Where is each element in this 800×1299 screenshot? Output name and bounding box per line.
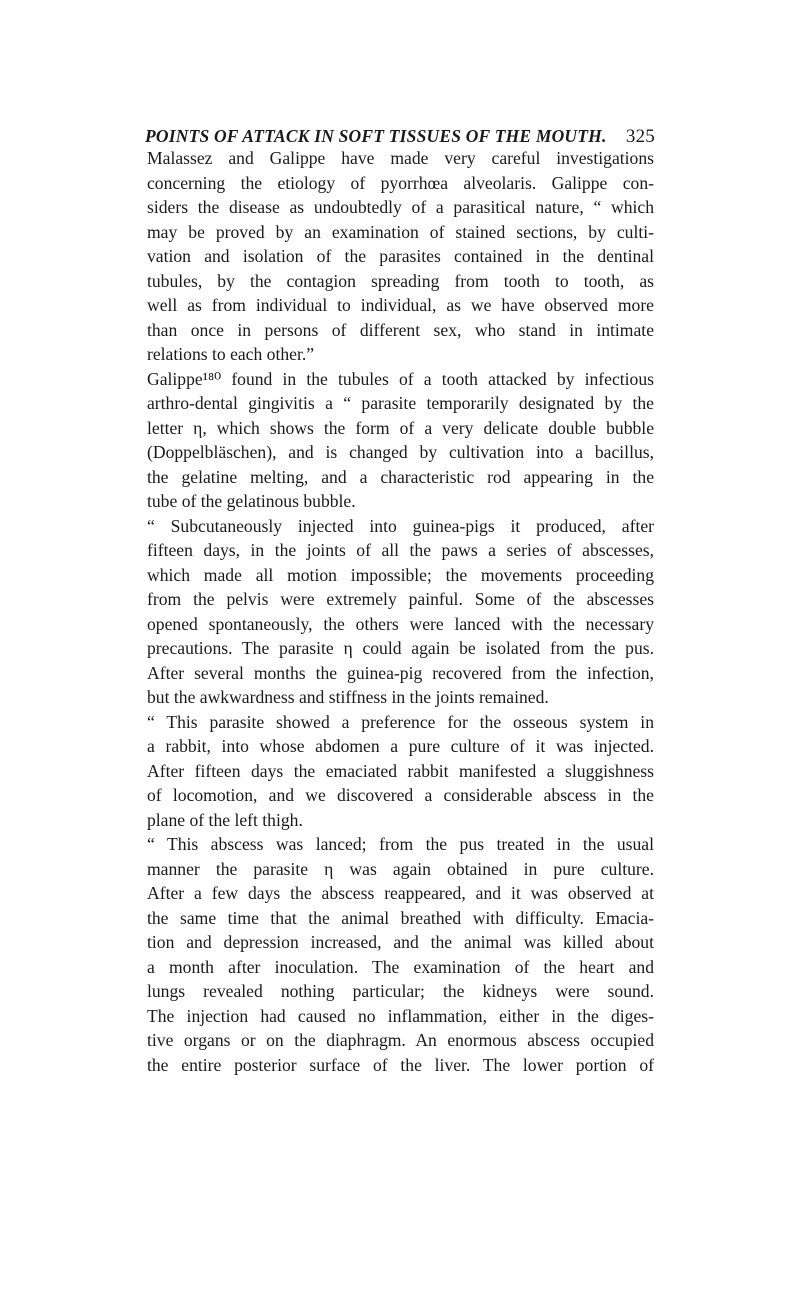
text-line: tive organs or on the diaphragm. An enormous abscess occupied (147, 1030, 654, 1050)
text-line: (Doppelbläschen), and is changed by cultivation into a bacillus, (147, 442, 654, 462)
text-line: a rabbit, into whose abdomen a pure culture of it was injected. (147, 736, 654, 756)
text-line: “ This parasite showed a preference for the osseous system in (147, 711, 654, 732)
text-line: plane of the left thigh. (147, 809, 303, 830)
text-line: The injection had caused no inflammation, either in the diges- (147, 1005, 654, 1026)
text-line: precautions. The parasite η could again be isolated from the pus. (147, 638, 654, 658)
text-line: Galippe¹⁸⁰ found in the tubules of a tooth attacked by infectious (147, 368, 654, 389)
text-line: the gelatine melting, and a characteristic rod appearing in the (147, 466, 654, 487)
text-line: Malassez and Galippe have made very careful investigations (147, 148, 654, 168)
text-line: siders the disease as undoubtedly of a parasitical nature, “ which (147, 197, 654, 217)
text-line: tion and depression increased, and the animal was killed about (147, 932, 654, 952)
text-line: tubules, by the contagion spreading from tooth to tooth, as (147, 270, 654, 291)
running-head-title: POINTS OF ATTACK IN SOFT TISSUES OF THE MOUTH. (145, 126, 607, 146)
text-line: After a few days the abscess reappeared, and it was observed at (147, 883, 654, 903)
page-number: 325 (625, 126, 655, 147)
text-line: manner the parasite η was again obtained in pure culture. (147, 858, 654, 879)
text-line: well as from individual to individual, as we have observed more (147, 295, 654, 315)
text-line: the entire posterior surface of the liver. The lower portion of (147, 1054, 654, 1075)
text-line: “ Subcutaneously injected into guinea-pigs it produced, after (147, 515, 654, 536)
text-line: a month after inoculation. The examination of the heart and (147, 956, 654, 977)
text-line: tube of the gelatinous bubble. (147, 491, 356, 511)
text-line: concerning the etiology of pyorrhœa alveolaris. Galippe con- (147, 172, 654, 193)
text-line: which made all motion impossible; the movements proceeding (147, 564, 654, 585)
text-line: of locomotion, and we discovered a considerable abscess in the (147, 785, 654, 805)
text-line: lungs revealed nothing particular; the kidneys were sound. (147, 981, 654, 1001)
text-line: “ This abscess was lanced; from the pus treated in the usual (147, 834, 654, 854)
text-line: the same time that the animal breathed with difficulty. Emacia- (147, 907, 654, 928)
text-line: fifteen days, in the joints of all the paws a series of abscesses, (147, 540, 654, 560)
text-line: letter η, which shows the form of a very delicate double bubble (147, 417, 654, 438)
text-line: After several months the guinea-pig recovered from the infection, (147, 662, 654, 683)
text-line: may be proved by an examination of stained sections, by culti- (147, 221, 654, 242)
text-line: vation and isolation of the parasites contained in the dentinal (147, 246, 654, 266)
text-line: from the pelvis were extremely painful. Some of the abscesses (147, 589, 654, 609)
text-line: arthro-dental gingivitis a “ parasite temporarily designated by the (147, 393, 654, 413)
text-line: but the awkwardness and stiffness in the joints remained. (147, 687, 549, 707)
text-line: After fifteen days the emaciated rabbit manifested a sluggishness (147, 760, 654, 781)
text-line: than once in persons of different sex, who stand in intimate (147, 319, 654, 340)
text-line: relations to each other.” (147, 344, 315, 364)
body-text (147, 146, 654, 1077)
text-line: opened spontaneously, the others were lanced with the necessary (147, 613, 654, 634)
